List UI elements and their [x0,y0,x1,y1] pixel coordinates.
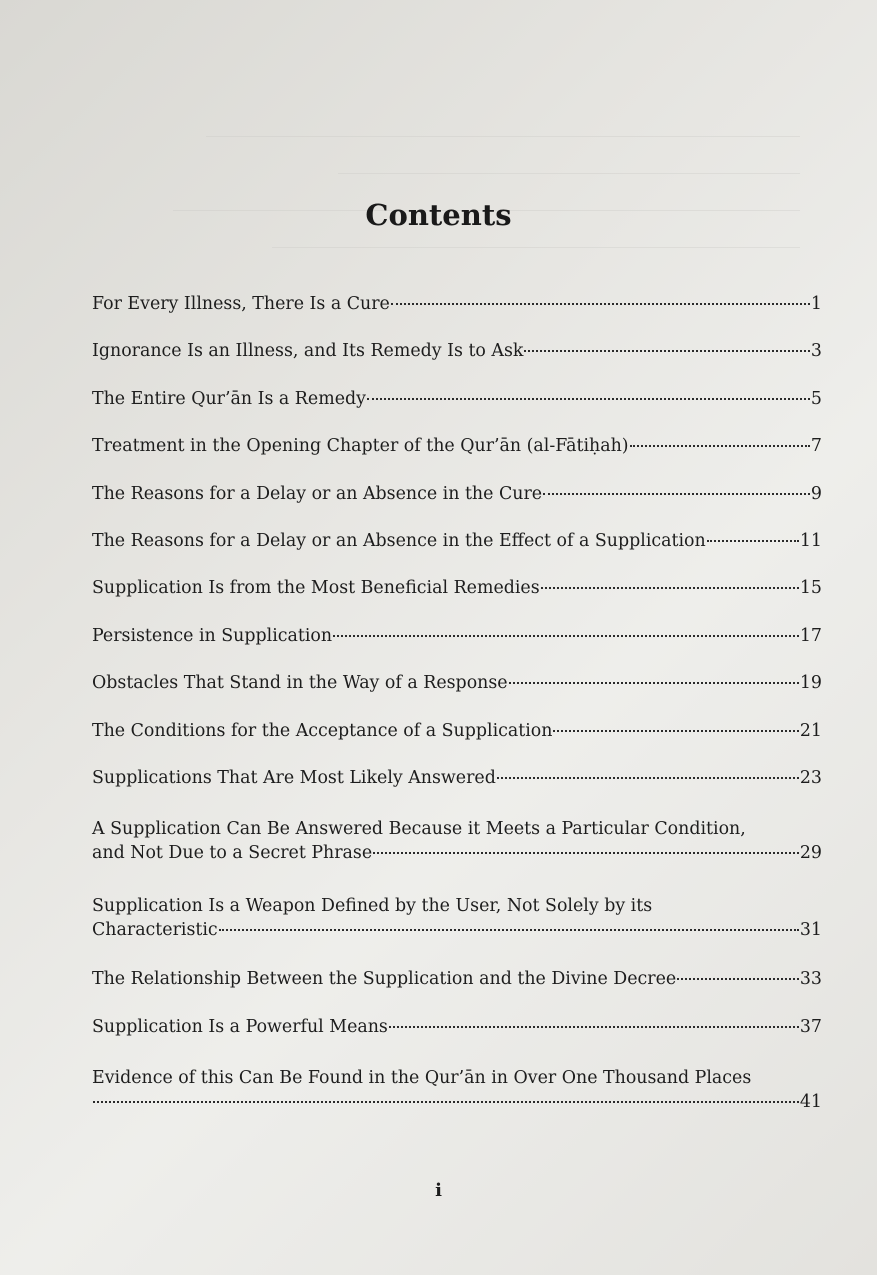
page-title: Contents [365,198,512,232]
toc-entry-title: The Reasons for a Delay or an Absence in the Cure [92,483,543,504]
toc-page-number: 41 [799,1092,822,1112]
toc-entry[interactable] [92,1017,822,1045]
toc-page-number: 3 [810,341,822,362]
toc-page-number: 1 [810,294,822,314]
dot-leader [497,777,799,779]
dot-leader [509,682,799,684]
toc-entry-title: Treatment in the Opening Chapter of the Qur’ān (al-Fātiḥah) [92,436,629,457]
toc-page-number: 29 [799,843,822,864]
toc-entry[interactable] [92,436,822,464]
toc-page-number: 37 [799,1016,822,1037]
toc-page-number: 33 [799,969,822,990]
dot-leader [543,493,810,495]
toc-page-number: 17 [799,625,822,646]
page-number-folio: i [435,1180,442,1201]
toc-entry[interactable] [92,389,822,417]
toc-page-number: 7 [810,436,822,457]
toc-entry[interactable] [92,531,822,559]
toc-entry[interactable] [92,673,822,701]
dot-leader [630,445,810,447]
toc-entry-title: Persistence in Supplication [92,625,333,646]
toc-entry-title: and Not Due to a Secret Phrase [92,843,373,864]
dot-leader [389,1026,799,1028]
toc-entry-title-line: Supplication Is a Weapon Defined by the User, Not Solely by its [92,896,653,917]
toc-entry-title: Supplication Is a Powerful Means [92,1016,388,1037]
toc-entry-title: Supplication Is from the Most Beneficial Remedies [92,578,540,599]
dot-leader [373,852,799,854]
toc-page-number: 31 [799,920,822,941]
toc-entry[interactable] [92,578,822,606]
dot-leader [93,1101,799,1103]
dot-leader [677,978,799,980]
toc-entry[interactable] [92,294,822,322]
toc-page-number: 21 [799,720,822,741]
dot-leader [333,635,799,637]
toc-entry[interactable] [92,969,822,997]
toc-entry-title: For Every Illness, There Is a Cure [92,294,390,314]
dot-leader [391,303,810,305]
toc-entry[interactable] [92,341,822,369]
toc-page-number: 11 [799,531,822,551]
toc-entry-title: The Reasons for a Delay or an Absence in the Effect of a Supplication [92,531,706,551]
dot-leader [541,587,799,589]
toc-page-number: 5 [810,388,822,409]
dot-leader [707,540,799,542]
toc-page-number: 15 [799,578,822,599]
toc-entry[interactable] [92,484,822,512]
toc-page-number: 23 [799,768,822,788]
toc-page-number: 19 [799,673,822,694]
dot-leader [553,730,798,732]
toc-entry-title: Characteristic [92,920,218,941]
toc-entry-title-line: A Supplication Can Be Answered Because it Meets a Particular Condition, [92,819,746,840]
toc-page-number: 9 [810,483,822,504]
toc-entry[interactable] [92,721,822,749]
dot-leader [367,398,810,400]
dot-leader [219,929,799,931]
toc-entry-title: The Conditions for the Acceptance of a Supplication [92,720,553,741]
toc-entry[interactable] [92,1064,822,1120]
toc-entry[interactable] [92,768,822,796]
dot-leader [524,350,809,352]
toc-entry[interactable] [92,892,822,948]
toc-entry[interactable] [92,815,822,871]
toc-entry-title: The Entire Qur’ān Is a Remedy [92,388,366,409]
toc-entry-title-line: Evidence of this Can Be Found in the Qur’ān in Over One Thousand Places [92,1068,752,1088]
toc-entry-title: The Relationship Between the Supplication and the Divine Decree [92,969,677,990]
toc-entry-title: Obstacles That Stand in the Way of a Response [92,673,508,694]
toc-entry-title: Ignorance Is an Illness, and Its Remedy Is to Ask [92,341,524,362]
toc-entry-title: Supplications That Are Most Likely Answered [92,768,496,788]
toc-entry[interactable] [92,626,822,654]
